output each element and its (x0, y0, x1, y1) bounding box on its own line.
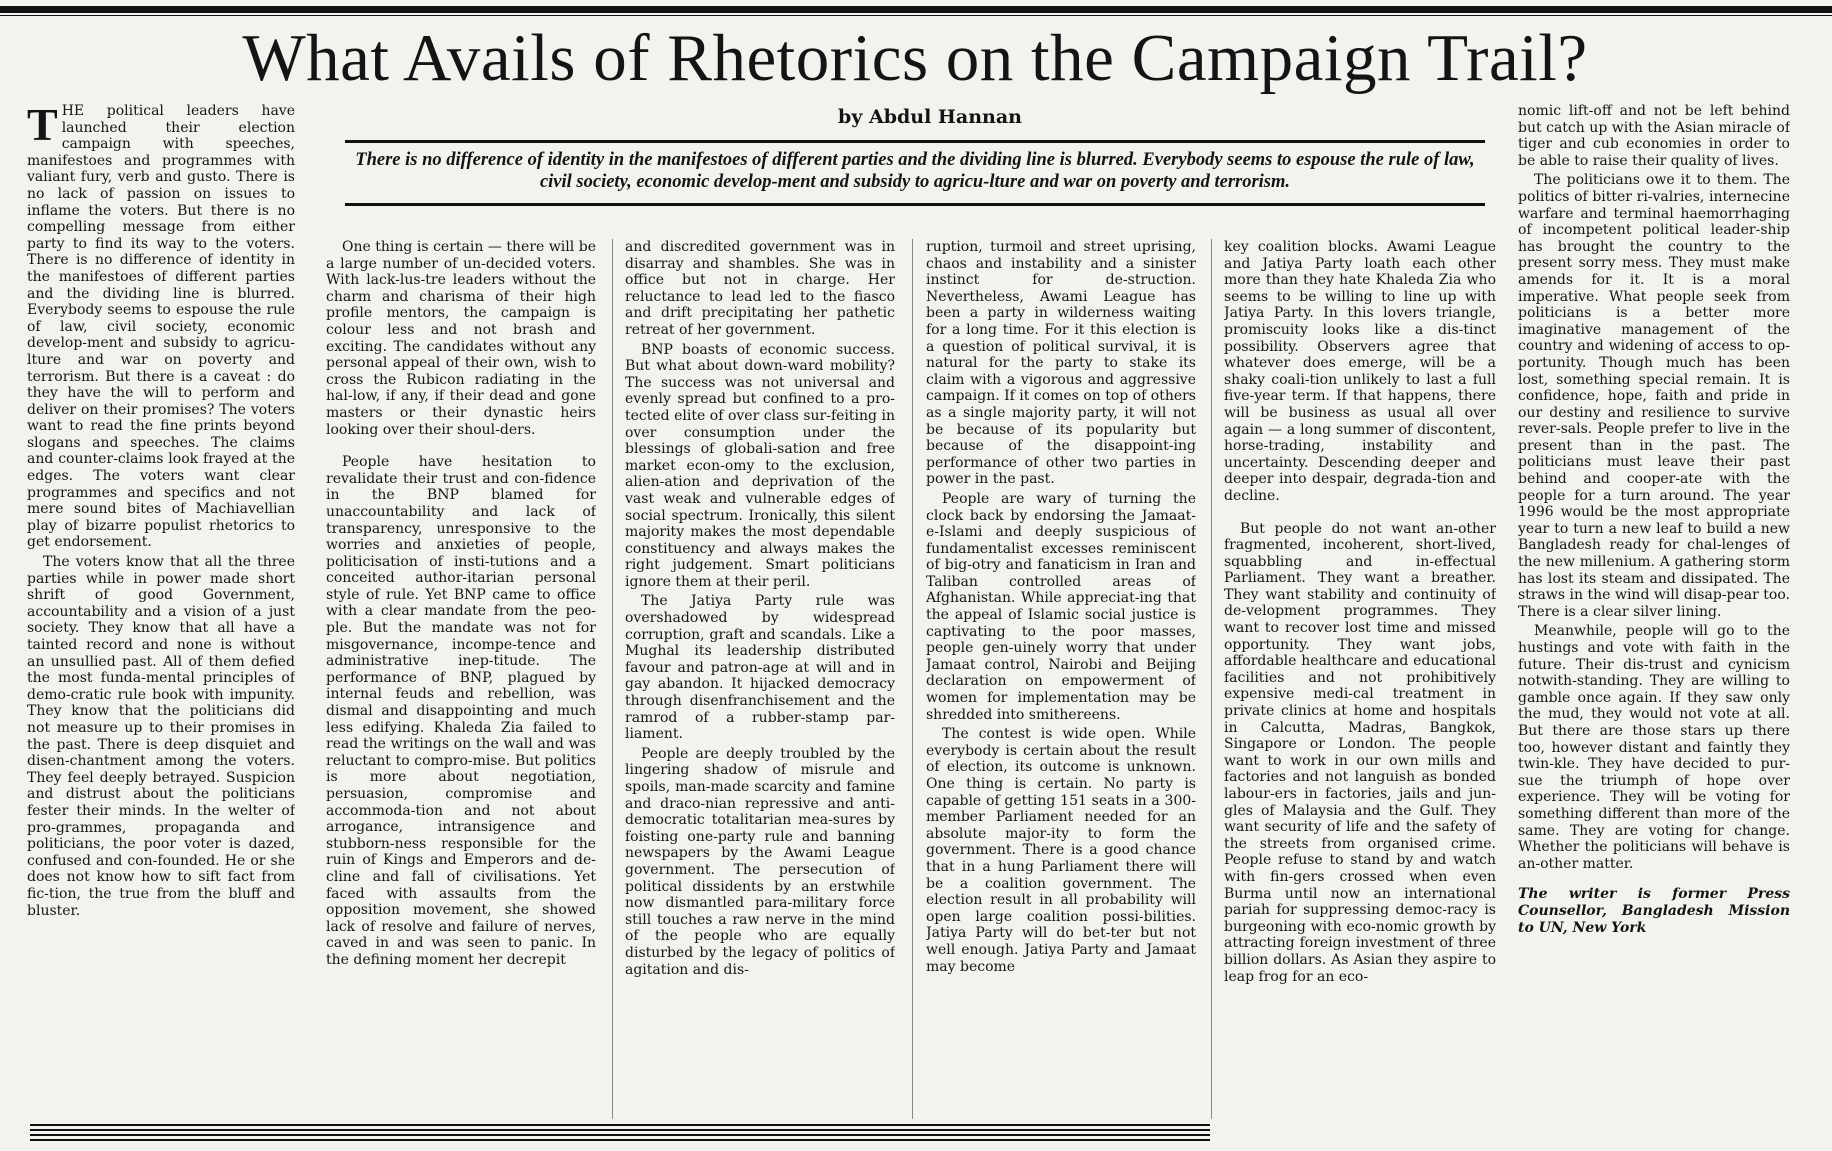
column-3 (625, 239, 895, 1119)
drop-cap: T (27, 103, 58, 150)
paragraph: The voters know that all the three parties while in power made short shrift of good Government, accountability and a vision of a just society. They know that all have a tainted record and none is without an unsullied past. All of them defied the most funda-mental principles of demo-cratic rule book with impunity. They know that the politicians did not measure up to their promises in the past. There is deep disquiet and disen-chantment among the voters. They feel deeply betrayed. Suspicion and distrust about the politicians fester their minds. In the welter of pro-grammes, propaganda and politicians, the poor voter is dazed, confused and con-founded. He or she does not know how to sift fact from fic-tion, the true from the bluff and bluster. (27, 554, 295, 919)
paragraph: But people do not want an-other fragmented, incoherent, short-lived, squabbling and in-effectual Parliament. They want a breather. They want stability and continuity of de-velopment programmes. They want to recover lost time and missed opportunity. They want jobs, affordable healthcare and educational facilities and not prohibitively expensive medi-cal treatment in private clinics at home and hospitals in Calcutta, Madras, Bangkok, Singapore or London. The people want to work in our own mills and factories and not languish as bonded labour-ers in factories, jails and jun-gles of Malaysia and the Gulf. They want security of life and the safety of the streets from organised crime. People refuse to stand by and watch with fin-gers crossed when even Burma until now an international pariah for suppressing democ-racy is burgeoning with eco-nomic growth by attracting foreign investment of three billion dollars. As Asian they aspire to leap frog for an eco- (1224, 520, 1496, 985)
column-4 (926, 239, 1196, 1119)
top-rule (0, 6, 1832, 13)
paragraph: ruption, turmoil and street uprising, chaos and instability and a sinister instinct for de-struction. Nevertheless, Awami League has been a party in wilderness waiting for a long time. For it this election is a question of political survival, it is natural for the party to stake its claim with a vigorous and aggressive campaign. If it comes on top of others as a single majority party, it will not be because of its popularity but because of the disappoint-ing performance of other two parties in power in the past. (926, 239, 1196, 488)
author-note: The writer is former Press Counsellor, Bangladesh Mission to UN, New York (1518, 886, 1790, 936)
column-5 (1224, 239, 1496, 1139)
column-6 (1518, 103, 1790, 1143)
paragraph: The Jatiya Party rule was overshadowed by widespread corruption, graft and scandals. Like a Mughal its leadership distributed favour and patron-age at will and in gay abandon. It hijacked democracy through disenfranchisement and the ramrod of a rubber-stamp par-liament. (625, 593, 895, 743)
paragraph: The politicians owe it to them. The politics of bitter ri-valries, internecine warfare and terminal haemorrhaging of incompetent political leader-ship has brought the country to the present sorry mess. They must make amends for it. It is a moral imperative. What people seek from politicians is a better more imaginative management of the country and widening of access to op-portunity. Though much has been lost, something special remain. It is confidence, hope, faith and pride in our destiny and resilience to survive rever-sals. People prefer to live in the present than in the past. The politicians must leave their past behind and cooper-ate with the people for a turn around. The year 1996 would be the most appropriate year to turn a new leaf to build a new Bangladesh ready for chal-lenges of the new millenium. A gathering storm has lost its steam and dissipated. The straws in the wind will disap-pear too. There is a clear silver lining. (1518, 172, 1790, 620)
paragraph: People are wary of turning the clock back by endorsing the Jamaat-e-Islami and deeply suspicious of fundamentalist excesses reminiscent of big-otry and fanaticism in Iran and Taliban controlled areas of Afghanistan. While appreciat-ing that the appeal of Islamic social justice is captivating to the poor masses, people gen-uinely worry that under Jamaat control, Nairobi and Beijing declaration on empowerment of women for implementation may be shredded into smithereens. (926, 490, 1196, 723)
paragraph: nomic lift-off and not be left behind but catch up with the Asian miracle of tiger and cub economies in order to be able to raise their quality of lives. (1518, 103, 1790, 169)
paragraph: People are deeply troubled by the lingering shadow of misrule and spoils, man-made scarcity and famine and draco-nian repressive and anti-democratic totalitarian mea-sures by foisting one-party rule and banning newspapers by the Awami League government. The persecution of political dissidents by an erstwhile now dismantled para-military force still touches a raw nerve in the mind of the people who are equally disturbed by the legacy of politics of agitation and dis- (625, 745, 895, 978)
top-rule-thin (0, 15, 1832, 16)
standfirst: There is no difference of identity in the manifestoes of different parties and the dividing line is blurred. Everybody seems to espouse the rule of law, civil society, economic develop-ment and subsidy to agricu-lture and war on poverty and terrorism. (345, 140, 1485, 206)
paragraph: THE political leaders have launched their election campaign with speeches, manifestoes and programmes with valiant fury, verb and gusto. There is no lack of passion on issues to inflame the voters. But there is no compelling message from either party to find its way to the voters. There is no difference of identity in the manifestoes of different parties and the dividing line is blurred. Everybody seems to espouse the rule of law, civil society, economic develop-ment and subsidy to agricu-lture and war on poverty and terrorism. But there is a caveat : do they have the will to perform and deliver on their promises? The voters want to read the fine prints beyond slogans and speeches. The claims and counter-claims look frayed at the edges. The voters want clear programmes and specifics and not mere sound bites of Machiavellian play of bizarre populist rhetorics to get endorsement. (27, 103, 295, 551)
paragraph: People have hesitation to revalidate their trust and con-fidence in the BNP blamed for unaccountability and lack of transparency, unresponsive to the worries and anxieties of people, politicisation of insti-tutions and a conceited author-itarian personal style of rule. Yet BNP came to office with a clear mandate from the peo-ple. But the mandate was not for misgovernance, incompe-tence and administrative inep-titude. The performance of BNP, plagued by internal feuds and rebellion, was dismal and disappointing and much less edifying. Khaleda Zia failed to read the writings on the wall and was reluctant to compro-mise. But politics is more about negotiation, persuasion, compromise and accommoda-tion and not about arrogance, intransigence and stubborn-ness responsible for the ruin of Kings and Emperors and de-cline and fall of civilisations. Yet faced with assaults from the opposition movement, she showed lack of resolve and failure of nerves, caved in and was seen to panic. In the defining moment her decrepit (326, 454, 596, 968)
paragraph: One thing is certain — there will be a large number of un-decided voters. With lack-lus-tre leaders without the charm and charisma of their high profile mentors, the campaign is colour less and not brash and exciting. The candidates without any personal appeal of their own, wish to cross the Rubicon radiating in the hal-low, if any, if their dead and gone masters or their dynastic heirs looking over their shoul-ders. (326, 239, 596, 438)
column-1 (27, 103, 295, 1113)
paragraph: The contest is wide open. While everybody is certain about the result of election, its outcome is unknown. One thing is certain. No party is capable of getting 151 seats in a 300-member Parliament needed for an absolute major-ity to form the government. There is a good chance that in a hung Parliament there will be a coalition government. The election result in all probability will open large coalition possi-bilities. Jatiya Party will do bet-ter but not well enough. Jatiya Party and Jamaat may become (926, 726, 1196, 975)
column-divider (1211, 239, 1212, 1119)
paragraph: key coalition blocks. Awami League and Jatiya Party loath each other more than they hate Khaleda Zia who seems to be willing to line up with Jatiya Party. In this lovers triangle, promiscuity looks like a dis-tinct possibility. Observers agree that whatever does emerge, will be a shaky coali-tion unlikely to last a full five-year term. If that happens, there will be business as usual all over again — a long summer of discontent, horse-trading, instability and uncertainty. Descending deeper and deeper into despair, degrada-tion and decline. (1224, 239, 1496, 504)
column-divider (912, 239, 913, 1119)
column-2 (326, 239, 596, 1119)
bottom-rules (30, 1124, 1210, 1144)
paragraph: Meanwhile, people will go to the hustings and vote with faith in the future. Their dis-trust and cynicism notwith-standing. They are willing to gamble once again. If they saw only the mud, they would not vote at all. But there are those stars up there too, however distant and faintly they twin-kle. They have decided to pur-sue the triumph of hope over experience. They will be voting for something different than more of the same. They are voting for change. Whether the politicians will behave is an-other matter. (1518, 623, 1790, 872)
paragraph: BNP boasts of economic success. But what about down-ward mobility? The success was not universal and evenly spread but confined to a pro-tected elite of over class sur-feiting in over consumption under the blessings of globali-sation and free market econ-omy to the exclusion, alien-ation and deprivation of the vast weak and vulnerable edges of social spectrum. Ironically, this silent majority makes the most dependable constituency and always makes the right judgement. Smart politicians ignore them at their peril. (625, 341, 895, 590)
column-divider (612, 239, 613, 1119)
byline: by Abdul Hannan (838, 106, 1022, 128)
headline: What Avails of Rhetorics on the Campaign Trail? (242, 21, 1588, 95)
paragraph: and discredited government was in disarray and shambles. She was in office but not in charge. Her reluctance to lead led to the fiasco and drift precipitating her pathetic retreat of her government. (625, 239, 895, 338)
